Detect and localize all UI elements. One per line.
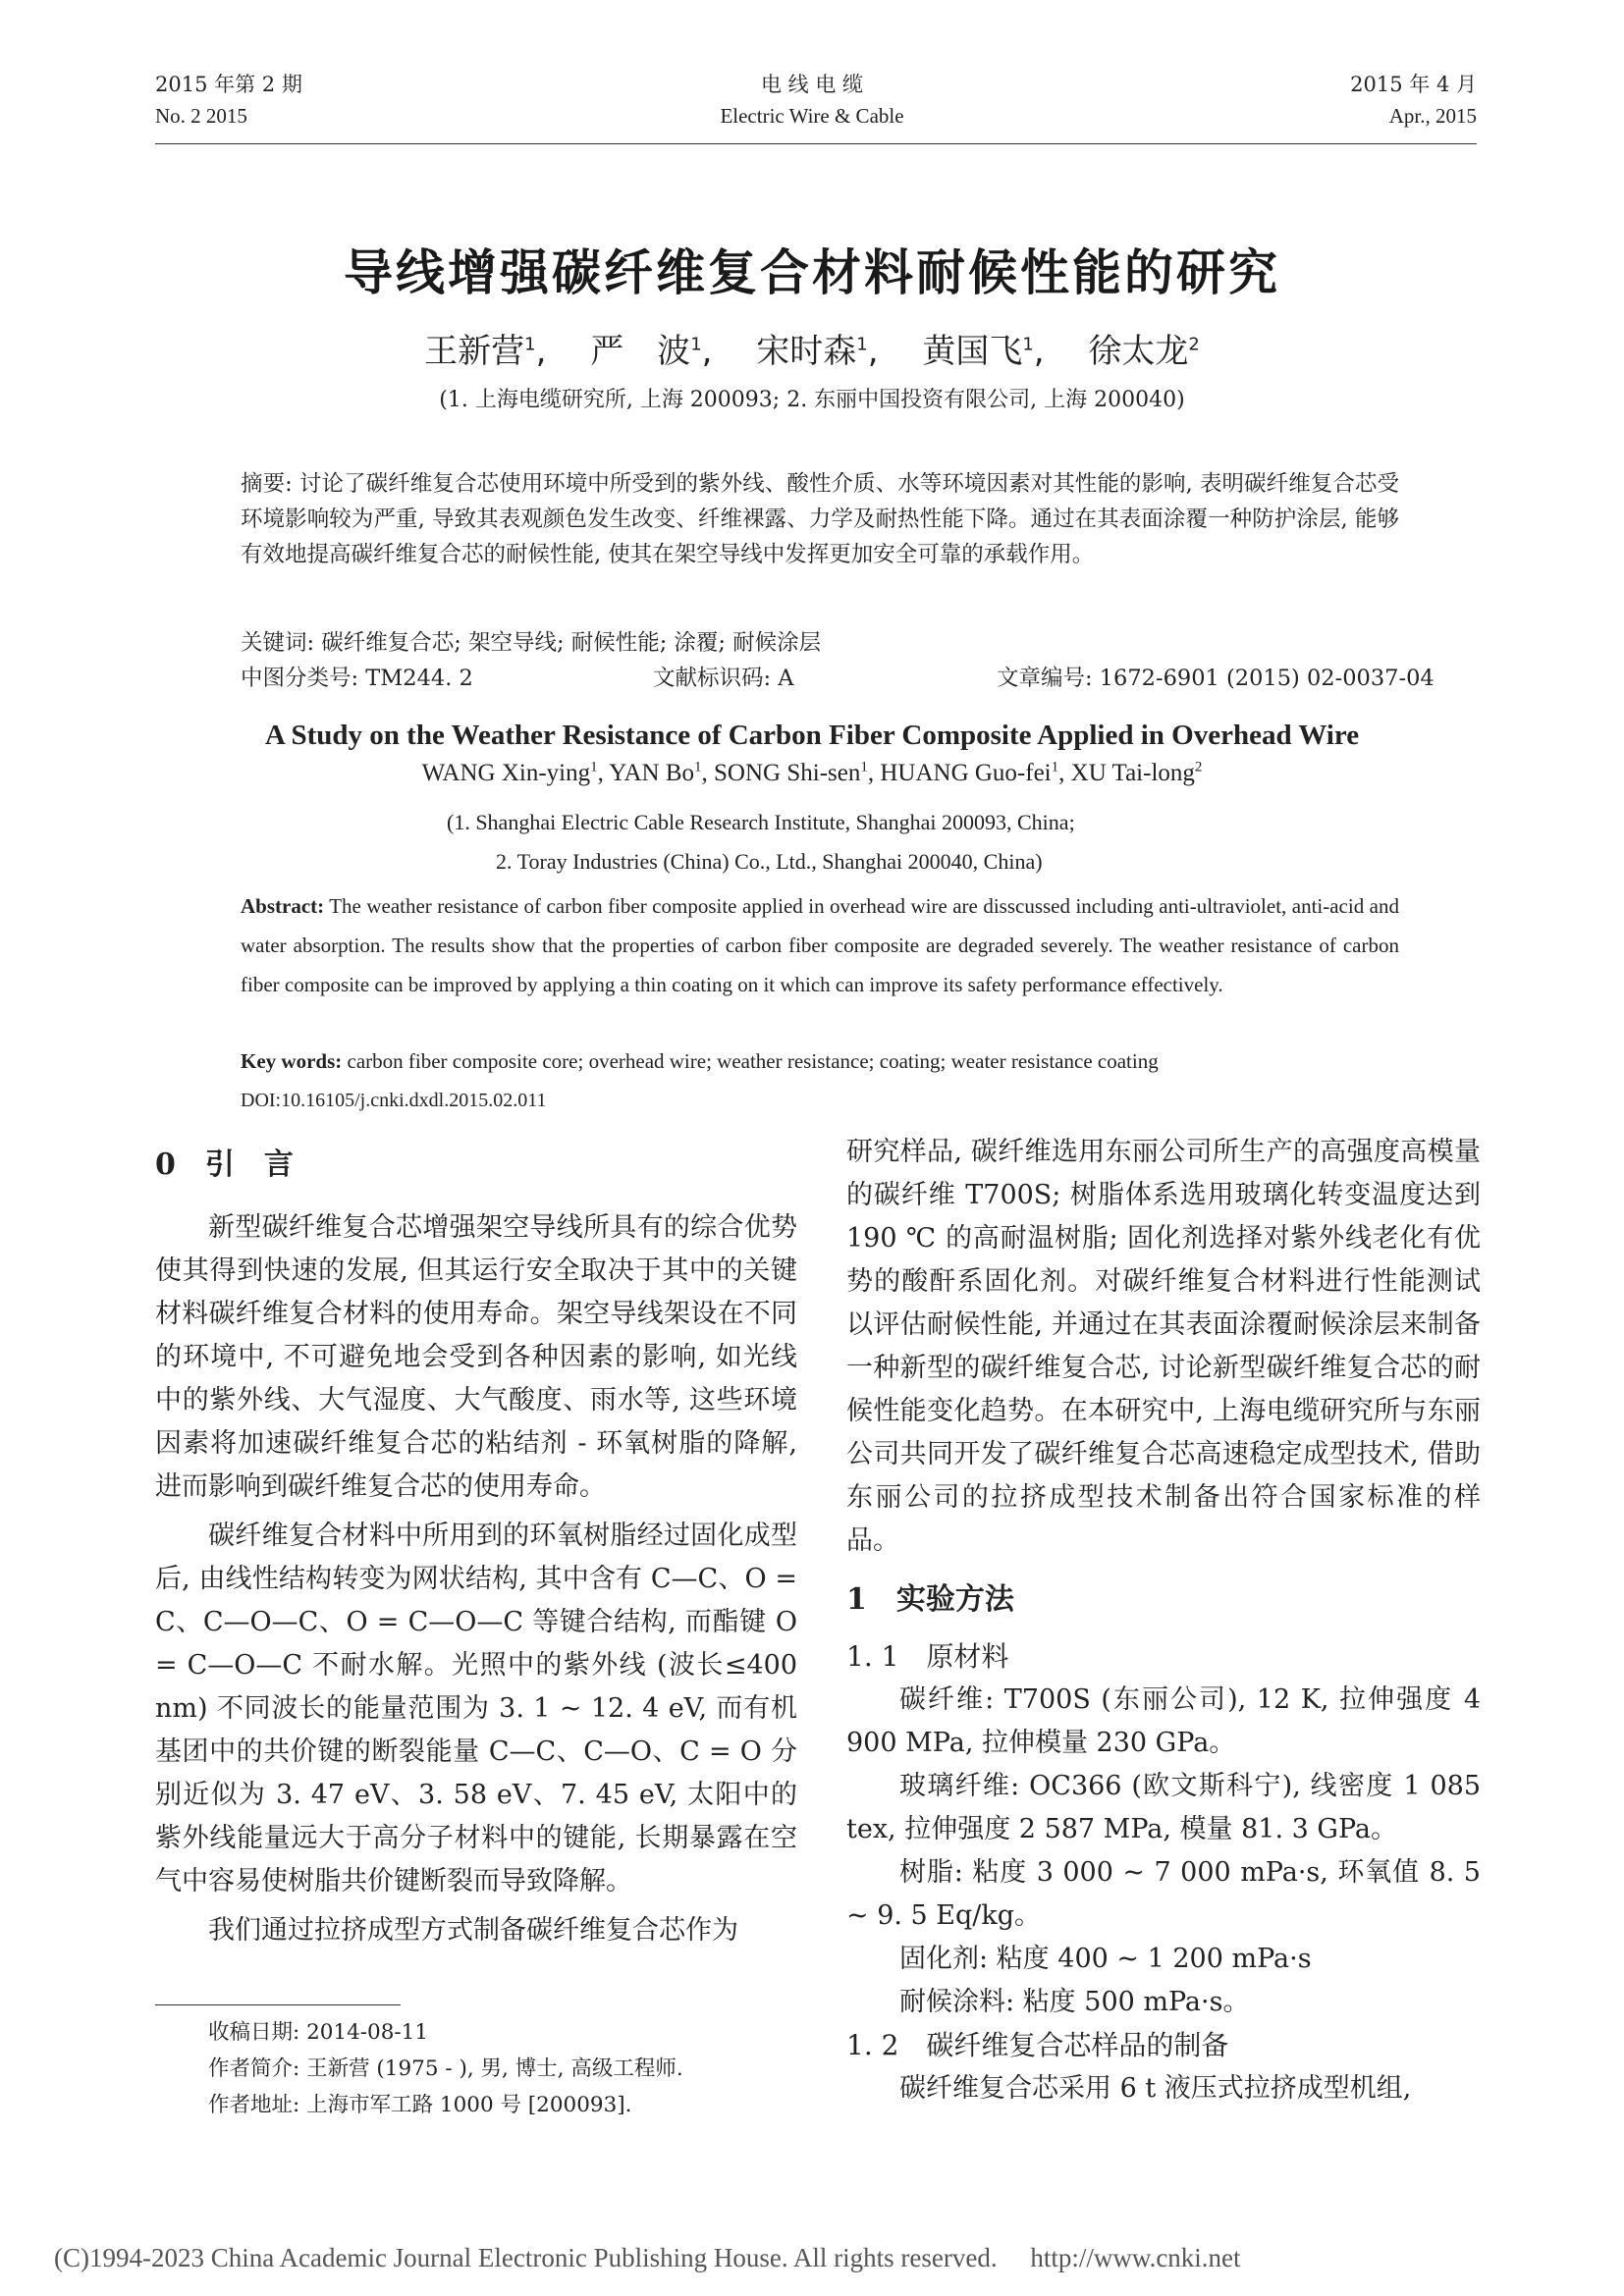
paper-title: 导线增强碳纤维复合材料耐候性能的研究: [344, 244, 1280, 301]
header-rule: [155, 143, 1477, 144]
author-list: [0, 324, 1624, 372]
header-issue-cn: 2015 年第 2 期: [155, 73, 302, 96]
doi: DOI:10.16105/j.cnki.dxdl.2015.02.011: [241, 1090, 547, 1111]
footnote-author-address: 作者地址: 上海市军工路 1000 号 [200093].: [208, 2093, 632, 2117]
copyright-footer: (C)1994-2023 China Academic Journal Electronic Publishing House. All rights reserved. http://www.cnki.net: [54, 2243, 1241, 2272]
document-code: 文献标识码: A: [653, 666, 794, 691]
paragraph: 碳纤维复合芯采用 6 t 液压式拉挤成型机组,: [899, 2073, 1412, 2104]
english-abstract: [241, 886, 1399, 1004]
material-item: 固化剂: 粘度 400 ~ 1 200 mPa·s: [899, 1944, 1312, 1974]
english-author: HUANG Guo-fei$^1$,: [880, 760, 1071, 787]
english-affiliation-1: (1. Shanghai Electric Cable Research Institute, Shanghai 200093, China;: [447, 810, 1075, 834]
header-issue-en: No. 2 2015: [155, 104, 247, 128]
english-abstract-label: Abstract:: [241, 894, 325, 918]
header-date-en: Apr., 2015: [1388, 104, 1477, 128]
english-abstract-text: The weather resistance of carbon fiber composite applied in overhead wire are disscussed including anti-ultraviolet, anti-acid and water absorption. The results show that the properties of carbon fiber composite are degraded severely. The weather resistance of carbon fiber composite can be improved by applying a thin coating on it which can improve its safety performance effectively.: [241, 894, 1399, 996]
author: 严 波$^1$,: [590, 332, 746, 371]
affiliation-cn: (1. 上海电缆研究所, 上海 200093; 2. 东丽中国投资有限公司, 上海 200040): [439, 388, 1185, 412]
header-date-cn: 2015 年 4 月: [1350, 73, 1477, 96]
left-column: [155, 1144, 797, 1952]
english-title: A Study on the Weather Resistance of Carbon Fiber Composite Applied in Overhead Wire: [264, 720, 1360, 751]
clc-number: 中图分类号: TM244. 2: [241, 666, 473, 691]
right-column: [846, 1131, 1481, 2110]
paragraph: 碳纤维复合材料中所用到的环氧树脂经过固化成型后, 由线性结构转变为网状结构, 其中含有 C—C、O = C、C—O—C、O = C—O—C 等键合结构, 而酯键 O = C—O—C 不耐水解。光照中的紫外线 (波长≤400 nm) 不同波长的能量范围为 3. 1 ~ 12. 4 eV, 而有机基团中的共价键的断裂能量 C—C、C—O、C = O 分别近似为 3. 47 eV、3. 58 eV、7. 45 eV, 太阳中的紫外线能量远大于高分子材料中的键能, 长期暴露在空气中容易使树脂共价键断裂而导致降解。: [155, 1521, 797, 1896]
footnote-author-bio: 作者简介: 王新营 (1975 - ), 男, 博士, 高级工程师.: [208, 2056, 683, 2081]
english-author: YAN Bo$^1$,: [609, 760, 715, 787]
english-author: SONG Shi-sen$^1$,: [714, 760, 881, 787]
subsection-heading-preparation: 1. 2 碳纤维复合芯样品的制备: [846, 2029, 1229, 2061]
footnote-received: 收稿日期: 2014-08-11: [208, 2020, 429, 2045]
paragraph: 我们通过拉挤成型方式制备碳纤维复合芯作为: [208, 1915, 738, 1946]
header-right: [1350, 69, 1477, 132]
keywords-cn: 关键词: 碳纤维复合芯; 架空导线; 耐候性能; 涂覆; 耐候涂层: [241, 630, 822, 656]
footnote-rule: [155, 2004, 401, 2005]
english-author-list: [0, 760, 1624, 787]
english-author: WANG Xin-ying$^1$,: [421, 760, 610, 787]
article-number: 文章编号: 1672-6901 (2015) 02-0037-04: [997, 666, 1435, 691]
author: 徐太龙$^2$: [1088, 332, 1200, 371]
material-item: 玻璃纤维: OC366 (欧文斯科宁), 线密度 1 085 tex, 拉伸强度 2 587 MPa, 模量 81. 3 GPa。: [846, 1771, 1481, 1844]
material-item: 碳纤维: T700S (东丽公司), 12 K, 拉伸强度 4 900 MPa, 拉伸模量 230 GPa。: [846, 1684, 1481, 1758]
paragraph: 新型碳纤维复合芯增强架空导线所具有的综合优势使其得到快速的发展, 但其运行安全取决于其中的关键材料碳纤维复合材料的使用寿命。架空导线架设在不同的环境中, 不可避免地会受到各种因素的影响, 如光线中的紫外线、大气湿度、大气酸度、雨水等, 这些环境因素将加速碳纤维复合芯的粘结剂 - 环氧树脂的降解, 进而影响到碳纤维复合芯的使用寿命。: [155, 1212, 797, 1502]
abstract-cn: 摘要: 讨论了碳纤维复合芯使用环境中所受到的紫外线、酸性介质、水等环境因素对其性能的影响, 表明碳纤维复合芯受环境影响较为严重, 导致其表观颜色发生改变、纤维裸露、力学及耐热性能下降。通过在其表面涂覆一种防护涂层, 能够有效地提高碳纤维复合芯的耐候性能, 使其在架空导线中发挥更加安全可靠的承载作用。: [241, 471, 1399, 567]
author: 王新营$^1$,: [424, 332, 580, 371]
subsection-heading-materials: 1. 1 原材料: [846, 1640, 1009, 1673]
section-heading-methods: 1 实验方法: [846, 1582, 1014, 1617]
material-item: 树脂: 粘度 3 000 ~ 7 000 mPa·s, 环氧值 8. 5 ~ 9. 5 Eq/kg。: [846, 1857, 1481, 1931]
author: 宋时森$^1$,: [756, 332, 912, 371]
journal-name-cn: 电 线 电 缆: [760, 73, 864, 96]
author: 黄国飞$^1$,: [922, 332, 1078, 371]
english-keywords-text: carbon fiber composite core; overhead wire; weather resistance; coating; weater resistance coating: [342, 1049, 1159, 1073]
material-item: 耐候涂料: 粘度 500 mPa·s。: [899, 1987, 1250, 2017]
english-keywords: [241, 1041, 1399, 1081]
english-keywords-label: Key words:: [241, 1049, 343, 1073]
section-heading-introduction: 0 引 言: [155, 1148, 294, 1182]
journal-name-en: Electric Wire & Cable: [720, 104, 904, 128]
english-author: XU Tai-long$^2$: [1070, 760, 1203, 787]
english-affiliation-2: 2. Toray Industries (China) Co., Ltd., Shanghai 200040, China): [496, 849, 1043, 874]
paragraph: 研究样品, 碳纤维选用东丽公司所生产的高强度高模量的碳纤维 T700S; 树脂体系选用玻璃化转变温度达到 190 ℃ 的高耐温树脂; 固化剂选择对紫外线老化有优势的酸酐系固化剂。对碳纤维复合材料进行性能测试以评估耐候性能, 并通过在其表面涂覆耐候涂层来制备一种新型的碳纤维复合芯, 讨论新型碳纤维复合芯的耐候性能变化趋势。在本研究中, 上海电缆研究所与东丽公司共同开发了碳纤维复合芯高速稳定成型技术, 借助东丽公司的拉挤成型技术制备出符合国家标准的样品。: [846, 1137, 1481, 1556]
